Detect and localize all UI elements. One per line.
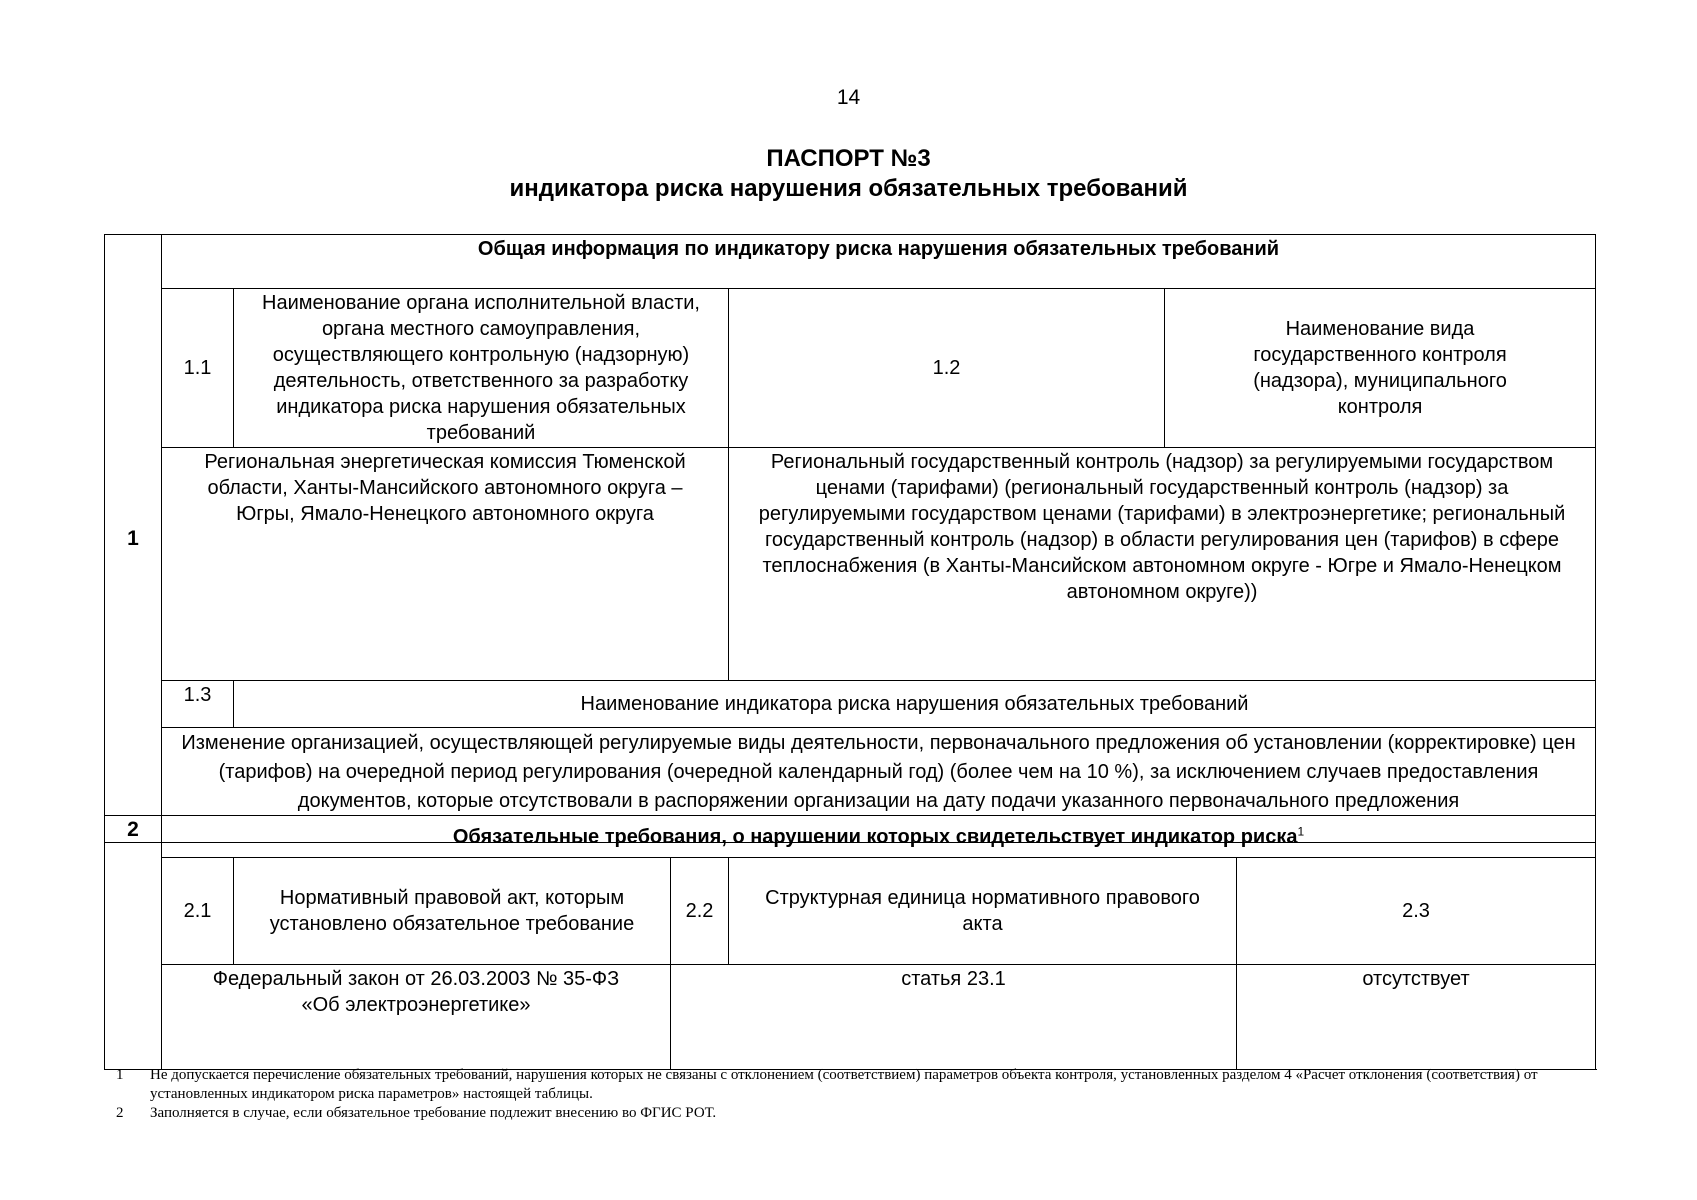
section2-header-row xyxy=(105,816,1596,858)
item-2-2-label: Структурная единица нормативного правового акта xyxy=(729,858,1237,965)
footnote-2-number: 2 xyxy=(116,1105,124,1121)
item-1-1-value: Региональная энергетическая комиссия Тюменской области, Ханты-Мансийского автономного округа – Югры, Ямало-Ненецкого автономного округа xyxy=(162,448,729,681)
section1-values-row xyxy=(105,448,1596,681)
item-1-3-label: Наименование индикатора риска нарушения обязательных требований xyxy=(234,681,1596,728)
passport-table xyxy=(104,234,1596,843)
item-1-3-number: 1.3 xyxy=(162,681,234,728)
section2-labels-row xyxy=(105,858,1596,965)
section2-header xyxy=(162,816,1596,858)
item-2-2-value: статья 23.1 xyxy=(671,965,1237,1070)
document-title xyxy=(0,144,1697,204)
footnote-1-text: Не допускается перечисление обязательных требований, нарушения которых не связаны с отклонением (соответствием) параметров объекта контроля, установленных разделом 4 «Расчет отклонения (соответствия) от установленных индикатором риска параметров» настоящей таблицы. xyxy=(150,1067,1538,1102)
footnote-2 xyxy=(116,1104,1596,1123)
footnote-1-number: 1 xyxy=(116,1067,124,1083)
item-2-3-value: отсутствует xyxy=(1237,965,1596,1070)
item-2-1-label: Нормативный правовой акт, которым установлено обязательное требование xyxy=(234,858,671,965)
item-1-3-value: Изменение организацией, осуществляющей регулируемые виды деятельности, первоначального предложения об установлении (корректировке) цен (тарифов) на очередной период регулирования (очередной календарный год) (более чем на 10 %), за исключением случаев предоставления документов, которые отсутствовали в распоряжении организации на дату подачи указанного первоначального предложения xyxy=(162,728,1596,843)
footnote-2-text: Заполняется в случае, если обязательное требование подлежит внесению во ФГИС РОТ. xyxy=(150,1105,717,1121)
item-1-1-number: 1.1 xyxy=(162,289,234,448)
title-line-1: ПАСПОРТ №3 xyxy=(766,145,931,172)
section2-number: 2 xyxy=(105,816,162,1070)
item-2-1-number: 2.1 xyxy=(162,858,234,965)
section2-table xyxy=(104,815,1596,1070)
section1-labels-row xyxy=(105,289,1596,448)
item-1-2-number: 1.2 xyxy=(729,289,1165,448)
page-number: 14 xyxy=(836,86,861,109)
item-2-3-number: 2.3 xyxy=(1237,858,1596,965)
footnote-1 xyxy=(116,1066,1596,1104)
item-2-1-value: Федеральный закон от 26.03.2003 № 35-ФЗ «Об электроэнергетике» xyxy=(162,965,671,1070)
item-1-2-value: Региональный государственный контроль (надзор) за регулируемыми государством ценами (тарифами) (региональный государственный контроль (надзор) за регулируемыми государством ценами (тарифами) в электроэнергетике; региональный государственный контроль (надзор) в области регулирования цен (тарифов) в сфере теплоснабжения (в Ханты-Мансийском автономном округе - Югре и Ямало-Ненецком автономном округе)) xyxy=(729,448,1596,681)
item-2-2-number: 2.2 xyxy=(671,858,729,965)
footnotes xyxy=(116,1066,1596,1123)
item-1-2-label: Наименование вида государственного контроля (надзора), муниципального контроля xyxy=(1165,289,1596,448)
section1-header-row xyxy=(105,235,1596,289)
item-1-3-label-row xyxy=(105,681,1596,728)
footnote-ref-1: 1 xyxy=(1297,823,1305,838)
section2-header-text: Обязательные требования, о нарушении которых свидетельствует индикатор риска xyxy=(452,825,1298,848)
section1-header: Общая информация по индикатору риска нарушения обязательных требований xyxy=(162,235,1596,289)
title-line-2: индикатора риска нарушения обязательных требований xyxy=(509,175,1188,202)
section2-values-row xyxy=(105,965,1596,1070)
section1-number: 1 xyxy=(105,235,162,843)
item-1-1-label: Наименование органа исполнительной власти, органа местного самоуправления, осуществляющего контрольную (надзорную) деятельность, ответственного за разработку индикатора риска нарушения обязательных требований xyxy=(234,289,729,448)
